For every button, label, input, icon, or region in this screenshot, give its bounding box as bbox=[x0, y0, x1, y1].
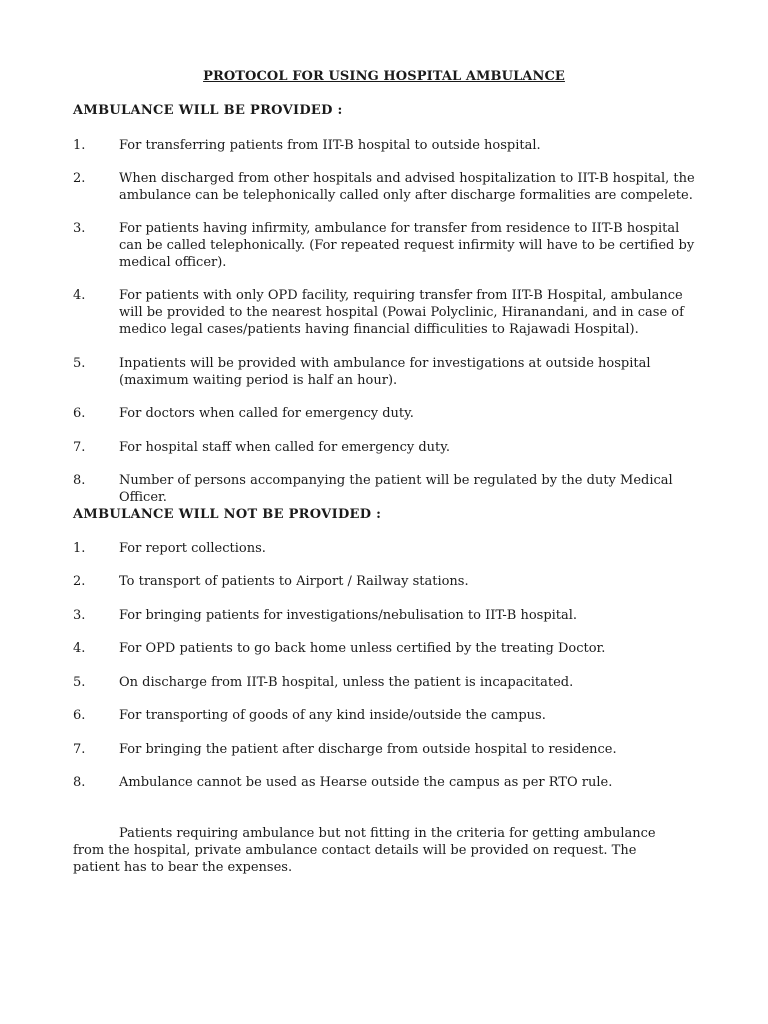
item-number: 1. bbox=[73, 541, 86, 556]
item-text: Ambulance cannot be used as Hearse outside the campus as per RTO rule. bbox=[119, 775, 613, 790]
item-text: For transporting of goods of any kind inside/outside the campus. bbox=[119, 708, 546, 723]
item-number: 4. bbox=[73, 288, 86, 303]
item-text: For transferring patients from IIT-B hospital to outside hospital. bbox=[119, 138, 541, 153]
item-number: 7. bbox=[73, 440, 86, 455]
item-number: 5. bbox=[73, 675, 86, 690]
not-provided-heading: AMBULANCE WILL NOT BE PROVIDED : bbox=[73, 507, 382, 522]
item-text: On discharge from IIT-B hospital, unless the patient is incapacitated. bbox=[119, 675, 574, 690]
item-text: Number of persons accompanying the patient will be regulated by the duty Medical Officer. bbox=[119, 473, 673, 505]
item-text: When discharged from other hospitals and advised hospitalization to IIT-B hospital, the ambulance can be telephonically called only after discharge formalities are compelete. bbox=[119, 171, 695, 203]
item-number: 4. bbox=[73, 641, 86, 656]
document-title: PROTOCOL FOR USING HOSPITAL AMBULANCE bbox=[203, 69, 565, 84]
item-number: 8. bbox=[73, 775, 86, 790]
item-number: 3. bbox=[73, 608, 86, 623]
item-text: For report collections. bbox=[119, 541, 266, 556]
item-text: For bringing patients for investigations/nebulisation to IIT-B hospital. bbox=[119, 608, 578, 623]
item-number: 2. bbox=[73, 574, 86, 589]
item-number: 2. bbox=[73, 171, 86, 186]
item-number: 7. bbox=[73, 742, 86, 757]
item-number: 6. bbox=[73, 708, 86, 723]
item-number: 1. bbox=[73, 138, 86, 153]
item-text: For bringing the patient after discharge from outside hospital to residence. bbox=[119, 742, 617, 757]
item-text: Inpatients will be provided with ambulance for investigations at outside hospital (maximum waiting period is half an hour). bbox=[119, 356, 651, 388]
item-number: 8. bbox=[73, 473, 86, 488]
provided-heading: AMBULANCE WILL BE PROVIDED : bbox=[73, 103, 343, 118]
item-text: For hospital staff when called for emergency duty. bbox=[119, 440, 451, 455]
item-number: 3. bbox=[73, 221, 86, 236]
item-number: 6. bbox=[73, 406, 86, 421]
item-text: For doctors when called for emergency duty. bbox=[119, 406, 414, 421]
item-text: For OPD patients to go back home unless certified by the treating Doctor. bbox=[119, 641, 606, 656]
item-text: To transport of patients to Airport / Railway stations. bbox=[119, 574, 469, 589]
item-number: 5. bbox=[73, 356, 86, 371]
closing-paragraph: Patients requiring ambulance but not fitting in the criteria for getting ambulance from the hospital, private ambulance contact details will be provided on request. The patient has to bear the expenses. bbox=[73, 826, 656, 875]
item-text: For patients having infirmity, ambulance for transfer from residence to IIT-B hospital can be called telephonically. (For repeated request infirmity will have to be certified by medical officer). bbox=[119, 221, 695, 270]
item-text: For patients with only OPD facility, requiring transfer from IIT-B Hospital, ambulance will be provided to the nearest hospital (Powai Polyclinic, Hiranandani, and in case of medico legal cases/patients having financial difficulities to Rajawadi Hospital). bbox=[119, 288, 684, 337]
